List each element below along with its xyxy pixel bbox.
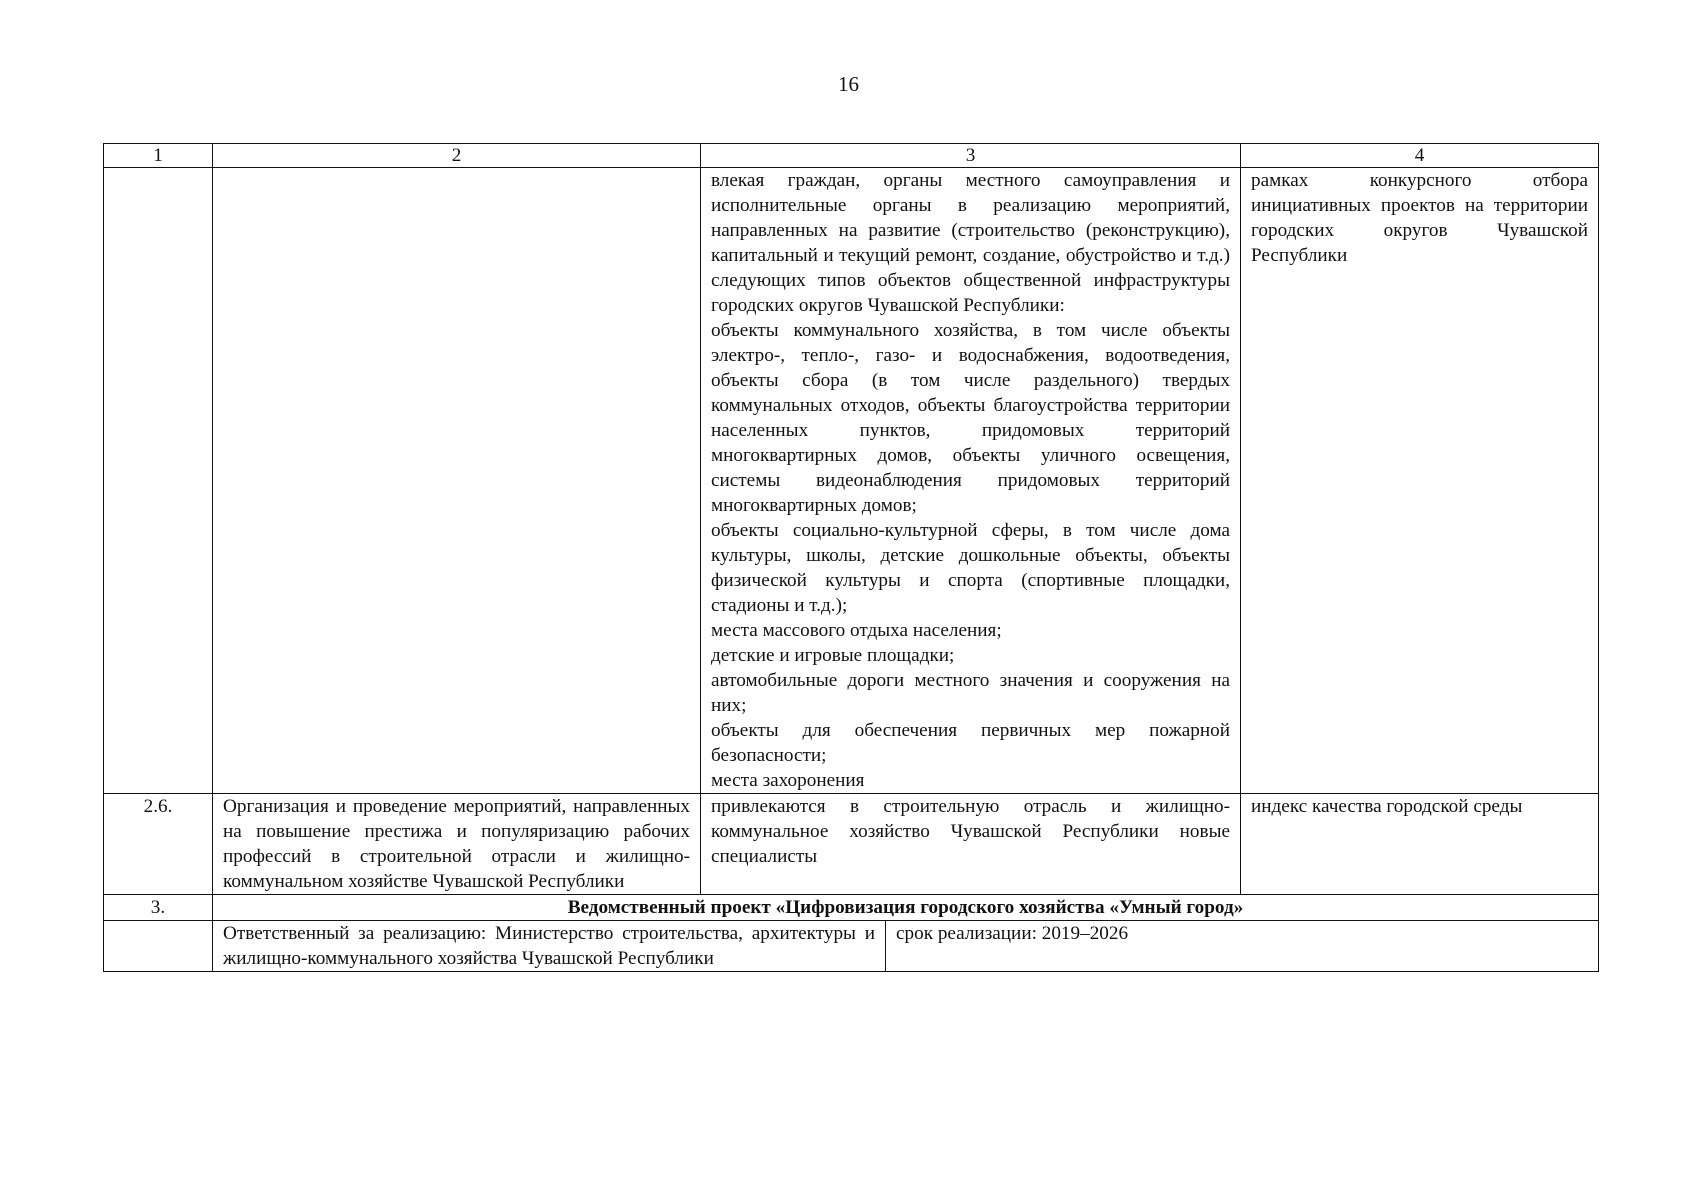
description-paragraph: объекты для обеспечения первичных мер пожарной безопасности; bbox=[711, 720, 1230, 766]
description-paragraph: автомобильные дороги местного значения и сооружения на них; bbox=[711, 670, 1230, 716]
table-row-2-6 bbox=[104, 794, 1599, 895]
section-3-title-row bbox=[104, 895, 1599, 921]
column-header-3: 3 bbox=[701, 144, 1241, 168]
description-paragraph: места захоронения bbox=[711, 770, 865, 791]
term-cell: срок реализации: 2019–2026 bbox=[886, 921, 1599, 972]
page-number: 16 bbox=[838, 72, 859, 96]
program-table bbox=[103, 143, 1599, 972]
table-row-continued bbox=[104, 168, 1599, 794]
section-title: Ведомственный проект «Цифровизация городского хозяйства «Умный город» bbox=[213, 895, 1599, 921]
cell-description-continued bbox=[701, 168, 1241, 794]
description-paragraph: места массового отдыха населения; bbox=[711, 620, 1002, 641]
responsible-cell: Ответственный за реализацию: Министерство строительства, архитектуры и жилищно-коммунального хозяйства Чувашской Республики bbox=[213, 921, 886, 972]
description-paragraph: влекая граждан, органы местного самоуправления и исполнительные органы в реализацию мероприятий, направленных на развитие (строительство (реконструкцию), капитальный и текущий ремонт, создание, обустройство и т.д.) следующих типов объектов общественной инфраструктуры городских округов Чувашской Республики: bbox=[711, 170, 1230, 316]
cell-number: 2.6. bbox=[104, 794, 213, 895]
cell-description: привлекаются в строительную отрасль и жилищно-коммунальное хозяйство Чувашской Республики новые специалисты bbox=[701, 794, 1241, 895]
cell-event-empty bbox=[213, 168, 701, 794]
cell-indicator-continued: рамках конкурсного отбора инициативных проектов на территории городских округов Чувашской Республики bbox=[1241, 168, 1599, 794]
column-header-4: 4 bbox=[1241, 144, 1599, 168]
section-number: 3. bbox=[104, 895, 213, 921]
cell-number-empty bbox=[104, 168, 213, 794]
cell-indicator: индекс качества городской среды bbox=[1241, 794, 1599, 895]
table-header-row bbox=[104, 144, 1599, 168]
section-3-meta-row bbox=[104, 921, 1599, 972]
cell-number-empty bbox=[104, 921, 213, 972]
column-header-2: 2 bbox=[213, 144, 701, 168]
description-paragraph: объекты коммунального хозяйства, в том числе объекты электро-, тепло-, газо- и водоснабжения, водоотведения, объекты сбора (в том числе раздельного) твердых коммунальных отходов, объекты благоустройства территории населенных пунктов, придомовых территорий многоквартирных домов, объекты уличного освещения, системы видеонаблюдения придомовых территорий многоквартирных домов; bbox=[711, 320, 1230, 516]
description-paragraph: детские и игровые площадки; bbox=[711, 645, 955, 666]
cell-event: Организация и проведение мероприятий, направленных на повышение престижа и популяризацию рабочих профессий в строительной отрасли и жилищно-коммунальном хозяйстве Чувашской Республики bbox=[213, 794, 701, 895]
description-paragraph: объекты социально-культурной сферы, в том числе дома культуры, школы, детские дошкольные объекты, объекты физической культуры и спорта (спортивные площадки, стадионы и т.д.); bbox=[711, 520, 1230, 616]
column-header-1: 1 bbox=[104, 144, 213, 168]
